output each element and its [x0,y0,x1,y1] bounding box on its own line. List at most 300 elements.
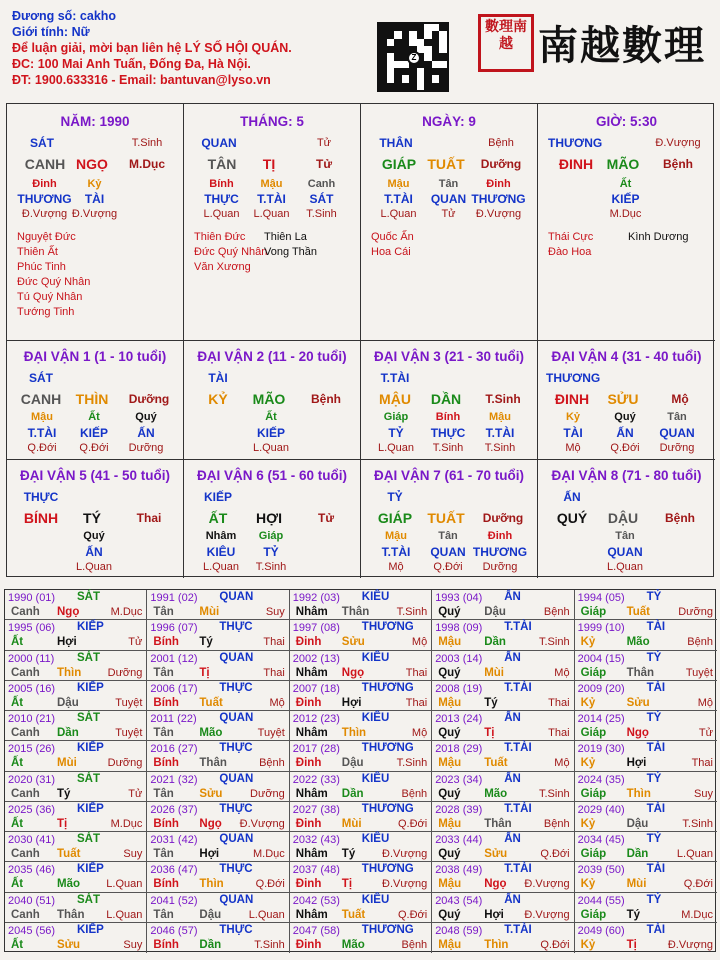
year-stem: Nhâm [295,787,328,800]
star-item: Thiên Đức [194,231,246,243]
year-cell [147,923,289,953]
year-stem: Mậu [438,696,462,709]
year-branch: Ngọ [199,817,222,830]
hidden-god: THỰC [430,426,466,440]
branch-phase: Thai [136,511,162,525]
year-phase: Thai [405,696,428,709]
year-phase: Suy [123,848,143,860]
hidden-god: T.TÀI [384,192,413,206]
hidden-phase: M.Dục [609,208,642,220]
year-label: 2022 (33) [292,773,340,786]
year-branch: Tý [57,787,71,800]
star-item: Vong Thần [264,246,318,258]
year-branch: Dần [626,848,649,860]
hidden-god: THƯƠNG [472,545,528,559]
year-branch: Dậu [484,606,506,618]
gender: Giới tính: Nữ [12,25,90,39]
year-label: 2042 (53) [292,894,340,907]
year-label: 1996 (07) [150,622,198,635]
year-cell [432,772,574,802]
year-god: TÀI [646,802,666,815]
year-god: TÀI [646,863,666,876]
earthly-branch: MÃO [252,391,286,407]
ten-god: THƯƠNG [546,371,601,385]
year-label: 2045 (56) [8,924,56,937]
star-item: Đức Quý Nhân [194,246,268,258]
ten-god: TỶ [387,490,403,504]
year-branch: Ngọ [57,606,80,618]
pillar-title: THÁNG: 5 [240,114,304,129]
year-branch: Tý [341,848,356,860]
year-god: SÁT [77,893,100,906]
hidden-phase: L.Quan [252,442,290,454]
year-cell [5,923,147,953]
year-cell [147,681,289,711]
year-phase: L.Quan [248,908,285,921]
year-phase: T.Sinh [396,606,428,618]
year-cell [432,893,574,923]
year-cell [147,620,289,650]
year-stem: Tân [153,787,174,800]
dai-van-title: ĐẠI VẬN 2 (11 - 20 tuổi) [197,349,347,364]
hidden-god: THƯƠNG [17,192,72,206]
heavenly-stem: GIÁP [377,510,413,526]
year-cell [147,772,289,802]
hidden-god: QUAN [430,545,466,559]
hidden-stem: Đinh [32,178,57,190]
year-phase: Dưỡng [250,787,285,800]
year-label: 2049 (60) [577,924,625,937]
year-branch: Tuất [341,908,366,921]
year-stem: Bính [153,696,179,709]
earthly-branch: TỊ [262,156,276,172]
year-stem: Kỷ [580,878,596,891]
year-god: KIẾP [77,742,104,755]
year-label: 2032 (43) [292,834,340,846]
year-branch: Tị [626,938,637,951]
year-stem: Mậu [438,636,462,649]
year-stem: Bính [153,817,179,830]
year-phase: M.Dục [681,908,713,921]
year-label: 2029 (40) [577,803,625,816]
year-god: THƯƠNG [361,742,414,755]
dai-van-cell [361,460,538,578]
year-label: 2027 (38) [292,803,340,816]
year-label: 2002 (13) [292,652,340,665]
year-stem: Đinh [295,636,322,649]
hidden-phase: Mộ [565,442,581,454]
star-item: Hoa Cái [371,246,411,258]
year-stem: Bính [153,878,179,891]
dai-van-cell [7,341,184,460]
hidden-phase: L.Quan [253,208,290,220]
year-god: T.TÀI [504,802,532,815]
year-god: QUAN [219,893,254,906]
year-god: TỶ [646,712,662,724]
year-cell [575,651,717,681]
hidden-phase: L.Quan [75,561,113,573]
year-branch: Mùi [199,606,220,618]
year-label: 2009 (20) [577,682,625,695]
yearly-luck-table [4,589,716,952]
earthly-branch: DẬU [607,510,639,526]
star-item: Tú Quý Nhân [17,291,83,303]
year-phase: Q.Đới [397,817,428,830]
year-phase: Thai [548,696,570,709]
dai-van-title: ĐẠI VẬN 8 (71 - 80 tuổi) [551,468,702,483]
year-cell [290,802,432,832]
phone-email: ĐT: 1900.633316 - Email: bantuvan@lyso.vn [12,73,271,87]
year-branch: Dần [57,727,79,739]
star-list-2 [264,230,317,260]
dai-van-cell [538,460,715,578]
year-cell [147,832,289,862]
star-list [17,230,90,320]
hidden-phase: T.Sinh [306,208,337,220]
year-branch: Thìn [484,938,509,951]
owner-name: Đương số: cakho [12,9,117,23]
year-god: SÁT [77,772,100,785]
ten-god: THỰC [23,490,59,504]
year-cell [290,681,432,711]
branch-phase: Bệnh [311,392,341,406]
hidden-god: KIẾP [79,426,108,440]
year-god: TÀI [646,742,666,755]
year-phase: L.Quan [676,848,713,860]
hidden-stem: Tân [615,530,635,542]
year-label: 2004 (15) [577,652,625,665]
year-label: 1991 (02) [150,592,198,604]
year-stem: Đinh [295,817,322,830]
hidden-phase: L.Quan [606,561,644,573]
hidden-god: T.TÀI [485,426,515,440]
year-god: THƯƠNG [361,681,414,694]
year-label: 2018 (29) [435,743,483,756]
year-god: SÁT [77,591,100,603]
year-phase: Đ.Vượng [382,848,428,860]
star-list [371,230,414,260]
heavenly-stem: CANH [24,156,66,172]
year-god: TỶ [646,833,662,845]
year-god: TỶ [646,772,662,785]
dai-van-title: ĐẠI VẬN 7 (61 - 70 tuổi) [373,468,525,483]
year-branch: Hợi [199,848,220,860]
hidden-god: THỰC [204,192,239,206]
year-phase: Dưỡng [107,757,143,770]
heavenly-stem: GIÁP [381,156,417,172]
year-label: 1998 (09) [435,622,483,635]
year-phase: M.Dục [110,606,143,618]
year-cell [5,651,147,681]
year-label: 2039 (50) [577,864,625,877]
hidden-stem: Ất [88,411,100,423]
branch-phase: Dưỡng [480,157,522,171]
hidden-god: KIÊU [206,545,236,559]
year-stem: Quý [438,908,461,921]
year-phase: Q.Đới [255,878,285,891]
year-phase: L.Quan [106,908,143,921]
year-branch: Dậu [57,696,79,709]
year-cell [5,711,147,741]
hidden-stem: Mậu [385,530,407,542]
ten-god: KIẾP [203,490,232,504]
year-branch: Tuất [484,757,508,770]
ten-god: THÂN [379,136,413,150]
year-cell [290,590,432,620]
year-phase: Tử [698,727,713,739]
year-branch: Sửu [57,938,81,951]
year-god: KIÊU [361,893,390,906]
hidden-god: QUAN [430,192,467,206]
year-stem: Giáp [580,606,607,618]
year-god: QUAN [219,591,254,603]
year-cell [5,620,147,650]
year-branch: Dần [484,636,506,649]
year-label: 2033 (44) [435,834,483,846]
year-phase: L.Quan [106,878,143,891]
year-god: ẤN [504,893,521,906]
earthly-branch: TUẤT [427,510,465,526]
year-branch: Tý [626,908,641,921]
year-branch: Sửu [341,636,365,649]
year-label: 2025 (36) [8,803,56,816]
year-label: 2047 (58) [292,924,340,937]
year-branch: Tị [341,878,353,891]
year-branch: Hợi [484,908,504,921]
year-phase: T.Sinh [539,787,570,800]
hidden-phase: L.Quan [380,208,417,220]
year-branch: Ngọ [626,727,649,739]
year-label: 2019 (30) [577,743,625,756]
year-phase: Tử [128,636,143,649]
year-phase: Mộ [411,636,428,649]
branch-phase: Tử [315,157,333,171]
year-label: 2024 (35) [577,773,625,786]
year-cell [432,741,574,771]
year-god: QUAN [219,772,254,785]
year-label: 2034 (45) [577,834,625,846]
year-cell [432,651,574,681]
year-cell [432,832,574,862]
year-cell [5,590,147,620]
year-label: 2026 (37) [150,803,198,816]
year-cell [5,832,147,862]
year-stem: Tân [153,908,174,921]
heavenly-stem: ẤT [208,510,228,526]
star-item: Thái Cực [548,231,594,243]
year-stem: Đinh [295,757,322,770]
earthly-branch: TUẤT [427,156,465,172]
year-label: 2020 (31) [8,773,56,786]
year-stem: Đinh [295,938,322,951]
heavenly-stem: TÂN [207,156,237,172]
year-stem: Quý [438,666,461,679]
hidden-god: TỶ [388,426,404,440]
year-god: TÀI [646,681,666,694]
hidden-phase: L.Quan [377,442,415,454]
star-item: Kình Dương [628,231,689,243]
year-stem: Giáp [580,787,607,800]
year-god: THỰC [219,863,253,876]
year-stem: Canh [11,727,40,739]
year-god: TÀI [646,923,666,936]
year-phase: Mộ [554,666,570,679]
year-stem: Nhâm [295,727,328,739]
year-cell [290,923,432,953]
year-stem: Bính [153,636,179,649]
year-god: KIÊU [361,712,390,724]
dai-van-title: ĐẠI VẬN 3 (21 - 30 tuổi) [373,349,525,364]
earthly-branch: SỬU [607,391,639,407]
year-cell [432,681,574,711]
year-branch: Dần [341,787,364,800]
year-cell [575,923,717,953]
year-phase: Mộ [411,727,428,739]
year-phase: T.Sinh [682,817,713,830]
year-cell [5,893,147,923]
year-god: THỰC [219,621,253,634]
year-god: ẤN [504,591,521,603]
four-pillars-grid [6,103,714,577]
pillar-cell [361,104,538,341]
hidden-stem: Mậu [31,411,53,423]
year-label: 2028 (39) [435,803,483,816]
year-label: 2001 (12) [150,652,198,665]
year-stem: Đinh [295,878,322,891]
year-stem: Quý [438,606,461,618]
year-phase: Bệnh [543,817,570,830]
year-god: ẤN [504,651,521,664]
ten-god: SÁT [30,136,54,150]
year-god: T.TÀI [504,621,532,634]
year-stem: Giáp [580,727,607,739]
hidden-phase: Dưỡng [482,561,518,573]
branch-phase: Tử [317,511,335,525]
year-branch: Tị [199,666,210,679]
year-god: THƯƠNG [361,923,414,936]
year-cell [290,832,432,862]
dai-van-cell [184,460,361,578]
year-stem: Tân [153,666,174,679]
year-god: THƯƠNG [361,621,414,634]
pillar-title: GIỜ: 5:30 [595,114,658,129]
year-stem: Canh [11,908,40,921]
year-stem: Mậu [438,938,462,951]
year-cell [575,681,717,711]
year-stem: Canh [11,787,40,800]
year-phase: Q.Đới [683,878,713,891]
earthly-branch: TÝ [83,510,101,526]
year-cell [432,590,574,620]
star-list-2 [628,230,688,245]
year-stem: Kỷ [580,938,596,951]
hidden-stem: Kỷ [87,178,102,190]
year-phase: Tuyệt [685,666,713,679]
year-stem: Canh [11,606,40,618]
year-stem: Ất [11,696,24,709]
year-cell [290,741,432,771]
year-label: 1997 (08) [292,622,340,635]
hidden-stem: Đinh [487,530,513,542]
year-cell [5,681,147,711]
star-item: Thiên Ất [17,246,58,258]
year-phase: Đ.Vượng [524,908,570,921]
year-cell [575,862,717,892]
year-label: 1990 (01) [8,592,56,604]
year-stem: Kỷ [580,757,596,770]
pillar-title: NĂM: 1990 [60,114,130,129]
year-branch: Mùi [341,817,362,830]
year-phase: Đ.Vượng [667,938,713,951]
heavenly-stem: MẬU [379,391,411,407]
hidden-stem: Quý [135,411,157,423]
hidden-god: T.TÀI [381,545,411,559]
year-stem: Giáp [580,666,607,679]
year-god: TỶ [646,591,662,603]
year-phase: T.Sinh [539,636,570,649]
year-cell [575,620,717,650]
hidden-phase: Tử [441,208,456,220]
branch-phase: M.Dục [129,157,165,171]
hidden-god: KIẾP [611,192,640,206]
heavenly-stem: BÍNH [23,510,59,526]
hidden-stem: Mậu [489,411,511,423]
year-god: TỶ [646,651,662,664]
year-branch: Ngọ [341,666,365,679]
year-god: THỰC [219,802,253,815]
year-cell [147,711,289,741]
year-branch: Ngọ [484,878,507,891]
year-phase: Tử [128,787,143,800]
year-branch: Tị [57,817,68,830]
year-cell [432,862,574,892]
dai-van-title: ĐẠI VẬN 5 (41 - 50 tuổi) [19,468,171,483]
year-branch: Thân [57,908,85,921]
year-stem: Tân [153,727,174,739]
year-branch: Sửu [626,696,650,709]
year-god: KIÊU [361,833,390,845]
year-god: SÁT [77,651,100,664]
hidden-phase: L.Quan [203,208,240,220]
year-god: THƯƠNG [361,863,414,876]
earthly-branch: DẦN [430,391,462,407]
year-label: 1999 (10) [577,622,625,635]
earthly-branch: HỢI [256,510,282,526]
year-label: 2041 (52) [150,894,198,907]
dai-van-title: ĐẠI VẬN 1 (1 - 10 tuổi) [23,349,167,364]
hidden-god: THƯƠNG [471,192,526,206]
earthly-branch: NGỌ [76,156,108,172]
hidden-stem: Bính [435,411,461,423]
year-phase: Tuyệt [115,727,143,739]
year-god: KIẾP [77,923,104,936]
hidden-stem: Canh [307,178,336,190]
contact-note: Để luận giải, mời bạn liên hệ LÝ SỐ HỘI QUÁN. [12,41,292,55]
star-list [194,230,267,275]
ten-god: T.TÀI [380,371,410,385]
year-label: 2003 (14) [435,652,483,665]
hidden-phase: T.Sinh [484,442,516,454]
year-branch: Thìn [626,787,651,800]
year-phase: Dưỡng [107,666,143,679]
year-cell [5,802,147,832]
year-stem: Canh [11,666,40,679]
hidden-phase: Q.Đới [27,442,57,454]
year-cell [5,741,147,771]
hidden-god: TÀI [563,426,583,440]
year-phase: Dưỡng [678,606,713,618]
year-stem: Mậu [438,817,462,830]
